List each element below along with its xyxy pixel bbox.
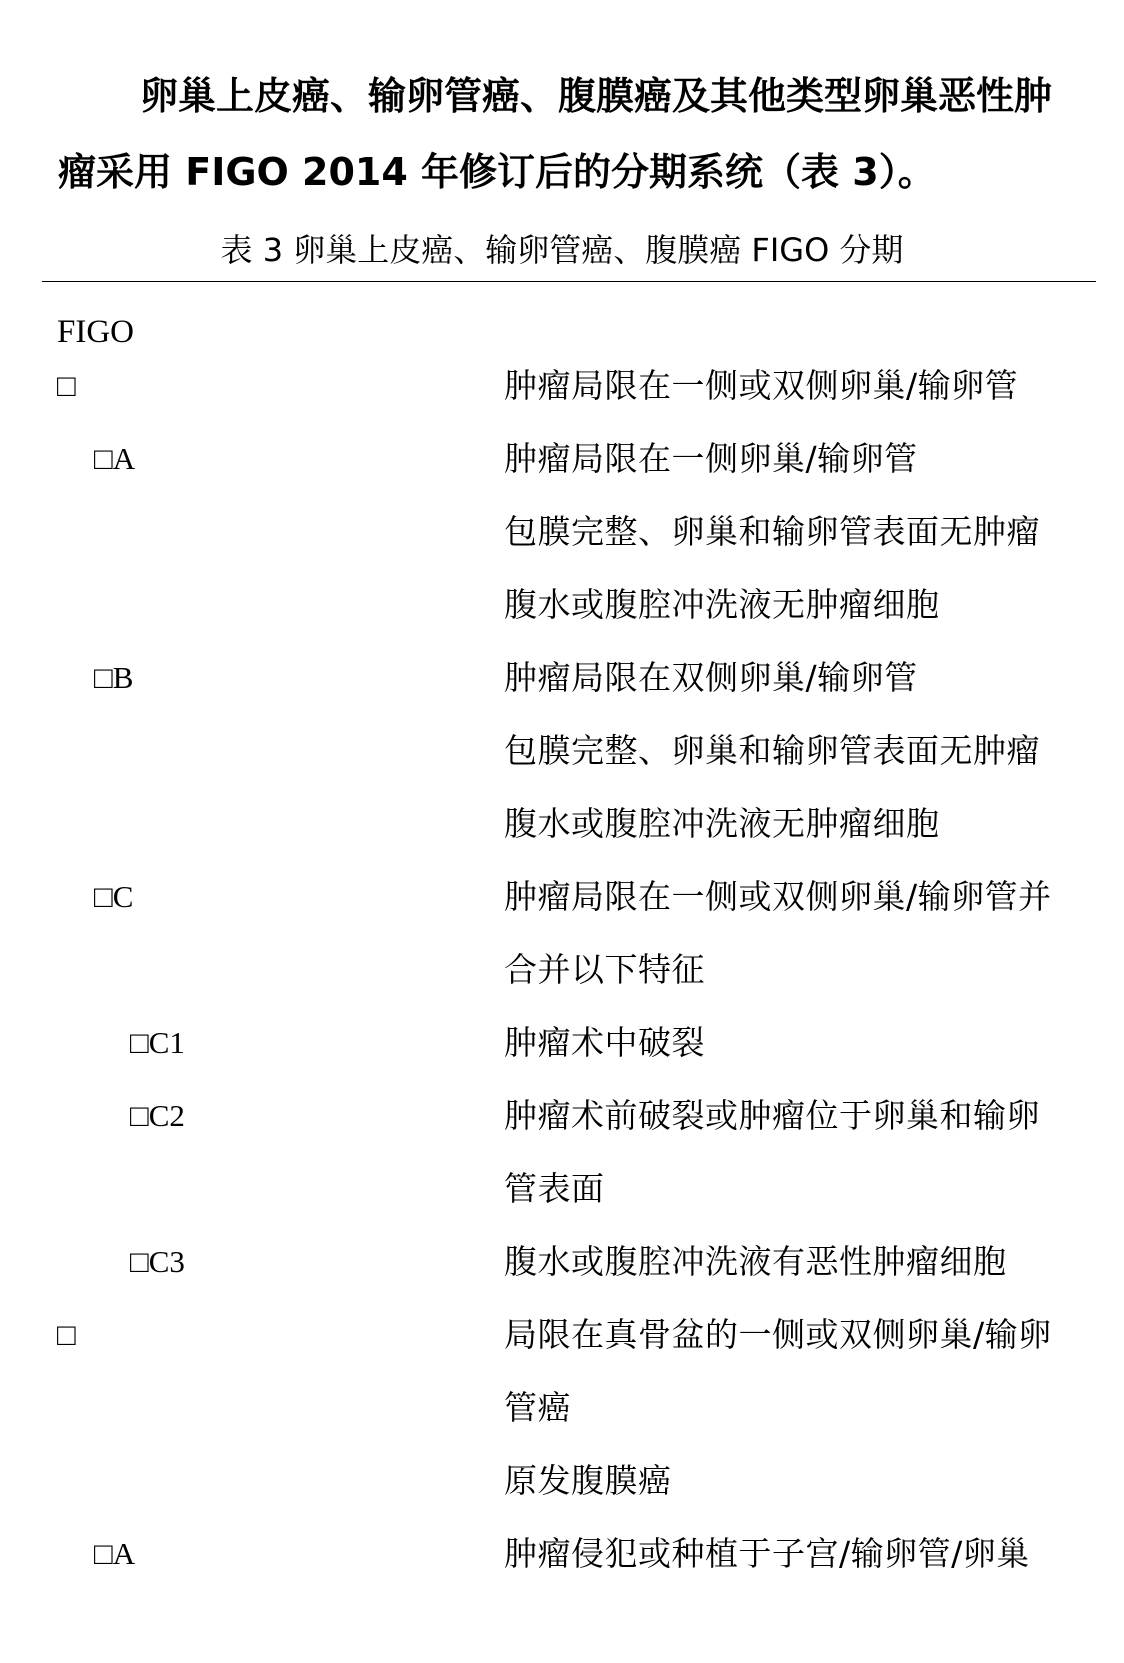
stage-label: □A <box>94 1536 136 1571</box>
stage-description: 肿瘤术前破裂或肿瘤位于卵巢和输卵 <box>504 1096 1040 1135</box>
intro-line-2: 瘤采用 FIGO 2014 年修订后的分期系统（表 3）。 <box>58 150 936 194</box>
table-caption: 表 3 卵巢上皮癌、输卵管癌、腹膜癌 FIGO 分期 <box>220 231 904 269</box>
stage-label: □C3 <box>130 1244 185 1279</box>
stage-description: 肿瘤局限在一侧卵巢/输卵管 <box>504 439 918 478</box>
stage-label: □ <box>57 368 76 403</box>
stage-description: 原发腹膜癌 <box>504 1461 672 1500</box>
stage-description: 肿瘤侵犯或种植于子宫/输卵管/卵巢 <box>504 1534 1030 1573</box>
stage-description: 包膜完整、卵巢和输卵管表面无肿瘤 <box>504 512 1040 551</box>
stage-description: 肿瘤局限在一侧或双侧卵巢/输卵管 <box>504 366 1019 405</box>
stage-description: 合并以下特征 <box>504 950 705 989</box>
stage-label: □B <box>94 660 134 695</box>
stage-description: 局限在真骨盆的一侧或双侧卵巢/输卵 <box>504 1315 1052 1354</box>
stage-label: □C <box>94 879 134 914</box>
stage-description: 腹水或腹腔冲洗液无肿瘤细胞 <box>504 585 940 624</box>
stage-label: □ <box>57 1317 76 1352</box>
stage-description: 肿瘤局限在一侧或双侧卵巢/输卵管并 <box>504 877 1052 916</box>
stage-description: 腹水或腹腔冲洗液无肿瘤细胞 <box>504 804 940 843</box>
stage-description: 管癌 <box>504 1388 571 1427</box>
intro-line-1: 卵巢上皮癌、输卵管癌、腹膜癌及其他类型卵巢恶性肿 <box>140 74 1053 118</box>
stage-description: 包膜完整、卵巢和输卵管表面无肿瘤 <box>504 731 1040 770</box>
stage-label: □A <box>94 441 136 476</box>
stage-label: □C2 <box>130 1098 185 1133</box>
table-top-rule <box>42 281 1096 282</box>
stage-description: 腹水或腹腔冲洗液有恶性肿瘤细胞 <box>504 1242 1007 1281</box>
column-header-figo: FIGO <box>57 314 135 350</box>
stage-description: 管表面 <box>504 1169 605 1208</box>
stage-label: □C1 <box>130 1025 185 1060</box>
stage-description: 肿瘤局限在双侧卵巢/输卵管 <box>504 658 918 697</box>
stage-description: 肿瘤术中破裂 <box>504 1023 705 1062</box>
